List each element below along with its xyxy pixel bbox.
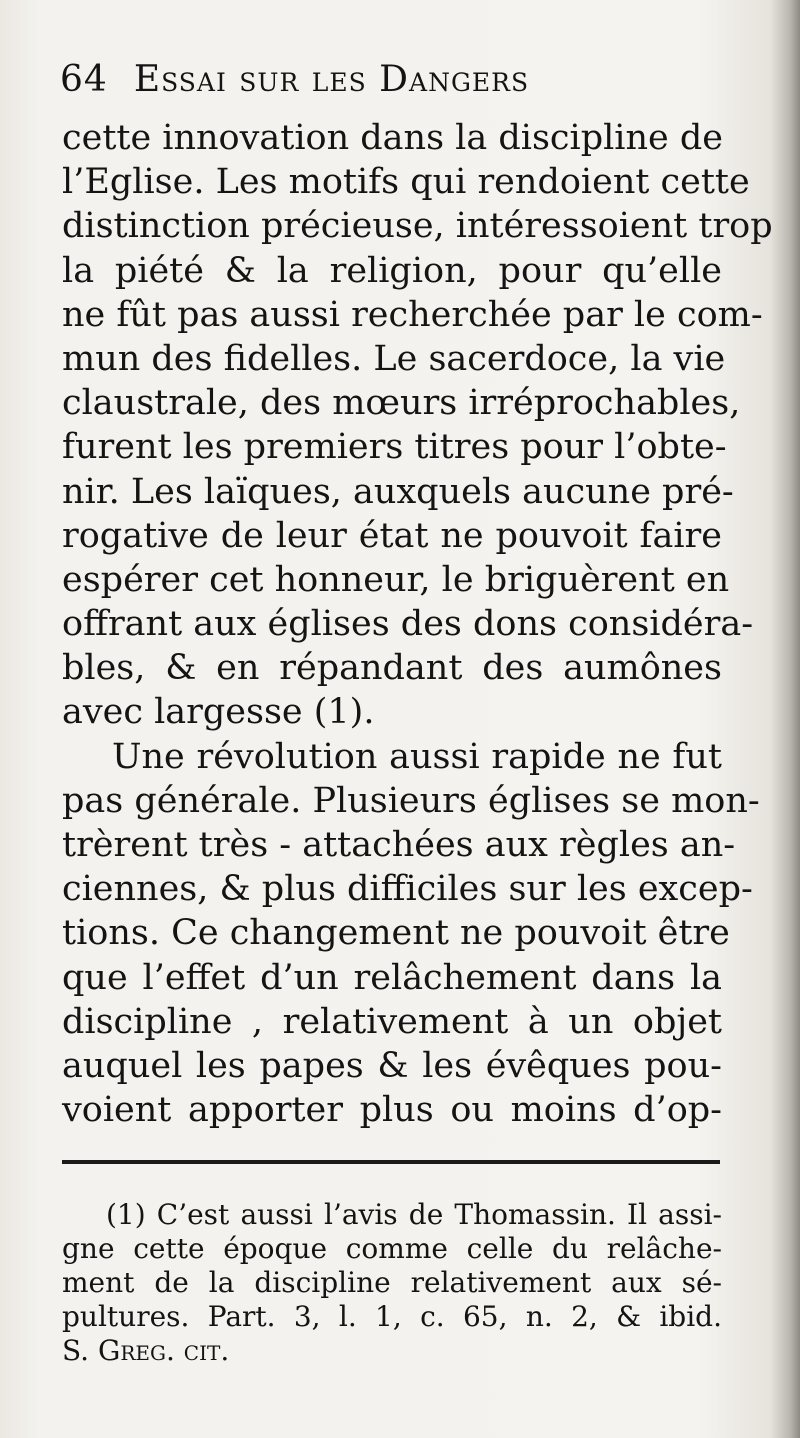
text-line: la piété & la religion, pour qu’elle (62, 250, 722, 291)
footnote-line: gne cette époque comme celle du relâche- (62, 1232, 722, 1265)
footnote-line: ment de la discipline relativement aux sé- (62, 1266, 722, 1299)
footnote (62, 1198, 722, 1368)
text-line: nir. Les laïques, auxquels aucune pré- (62, 471, 734, 512)
text-line: l’Eglise. Les motifs qui rendoient cette (62, 162, 750, 203)
text-line: discipline , relativement à un objet (62, 1001, 722, 1042)
text-line: offrant aux églises des dons considéra- (62, 604, 754, 645)
page-number: 64 (60, 59, 108, 100)
text-line: furent les premiers titres pour l’obte- (62, 427, 727, 468)
text-line: cette innovation dans la discipline de (62, 118, 724, 158)
running-header (60, 58, 660, 102)
text-line: tions. Ce changement ne pouvoit être (62, 913, 730, 954)
text-line: ne fût pas aussi recherchée par le com- (62, 294, 763, 335)
body-text (62, 116, 773, 1132)
footnote-rule (62, 1160, 720, 1164)
text-line: voient apporter plus ou moins d’op- (62, 1090, 722, 1131)
text-line: mun des fidelles. Le sacerdoce, la vie (62, 338, 726, 379)
text-line: espérer cet honneur, le briguèrent en (62, 559, 730, 600)
running-title: Essai sur les Dangers (133, 59, 530, 100)
text-line: claustrale, des mœurs irréprochables, (62, 383, 741, 424)
footnote-line: pultures. Part. 3, l. 1, c. 65, n. 2, & ibid. (62, 1300, 722, 1333)
text-line: auquel les papes & les évêques pou- (62, 1045, 722, 1086)
footnote-line: S. Greg. cit. (62, 1334, 230, 1367)
text-line: rogative de leur état ne pouvoit faire (62, 515, 722, 556)
text-line: avec largesse (1). (62, 692, 375, 733)
text-line: distinction précieuse, intéressoient trop (62, 206, 773, 247)
text-line: que l’effet d’un relâchement dans la (62, 957, 722, 998)
footnote-line: (1) C’est aussi l’avis de Thomassin. Il assi- (106, 1198, 722, 1231)
text-line: pas générale. Plusieurs églises se mon- (62, 780, 760, 821)
text-line: Une révolution aussi rapide ne fut (112, 736, 722, 777)
text-line: bles, & en répandant des aumônes (62, 648, 722, 689)
text-line: ciennes, & plus difficiles sur les excep- (62, 869, 753, 910)
text-line: trèrent très - attachées aux règles an- (62, 825, 736, 865)
